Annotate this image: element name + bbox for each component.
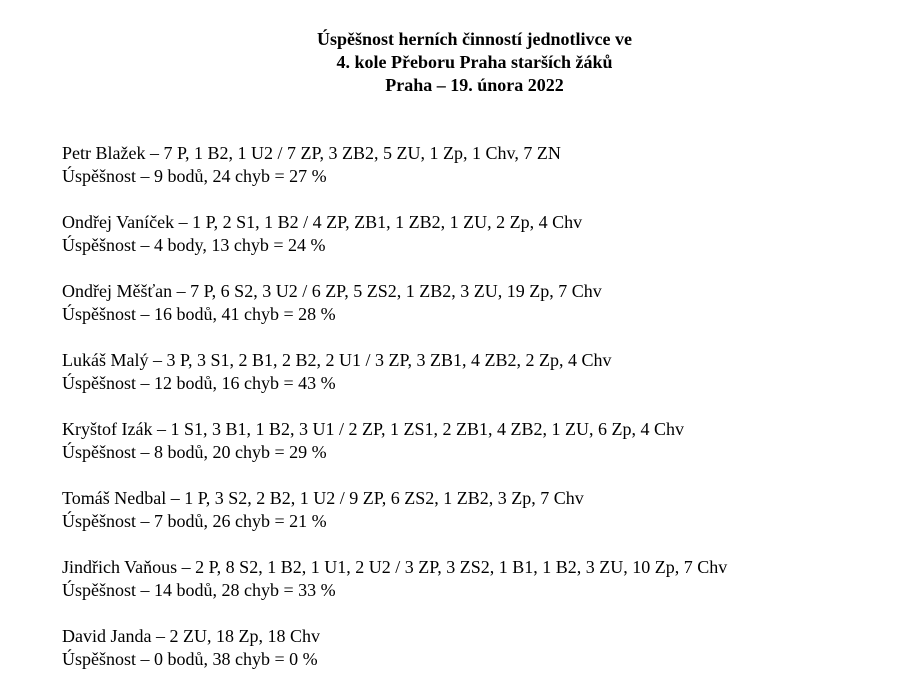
player-entry xyxy=(62,142,909,188)
player-success: Úspěšnost – 12 bodů, 16 chyb = 43 % xyxy=(62,373,336,393)
player-stats: Kryštof Izák – 1 S1, 3 B1, 1 B2, 3 U1 / 2 ZP, 1 ZS1, 2 ZB1, 4 ZB2, 1 ZU, 6 Zp, 4 Chv xyxy=(62,419,685,439)
header-title-line-1: Úspěšnost herních činností jednotlivce ve xyxy=(317,29,632,49)
player-stats: Petr Blažek – 7 P, 1 B2, 1 U2 / 7 ZP, 3 ZB2, 5 ZU, 1 Zp, 1 Chv, 7 ZN xyxy=(62,143,561,163)
player-success: Úspěšnost – 8 bodů, 20 chyb = 29 % xyxy=(62,442,327,462)
player-stats: Jindřich Vaňous – 2 P, 8 S2, 1 B2, 1 U1, 2 U2 / 3 ZP, 3 ZS2, 1 B1, 1 B2, 3 ZU, 10 Zp, 7 Chv xyxy=(62,557,728,577)
player-success: Úspěšnost – 9 bodů, 24 chyb = 27 % xyxy=(62,166,327,186)
player-stats: Ondřej Vaníček – 1 P, 2 S1, 1 B2 / 4 ZP, ZB1, 1 ZB2, 1 ZU, 2 Zp, 4 Chv xyxy=(62,212,583,232)
player-list xyxy=(62,142,909,694)
player-stats: Lukáš Malý – 3 P, 3 S1, 2 B1, 2 B2, 2 U1 / 3 ZP, 3 ZB1, 4 ZB2, 2 Zp, 4 Chv xyxy=(62,350,612,370)
player-stats: Tomáš Nedbal – 1 P, 3 S2, 2 B2, 1 U2 / 9 ZP, 6 ZS2, 1 ZB2, 3 Zp, 7 Chv xyxy=(62,488,584,508)
player-entry xyxy=(62,211,909,257)
player-entry xyxy=(62,556,909,602)
player-success: Úspěšnost – 14 bodů, 28 chyb = 33 % xyxy=(62,580,336,600)
player-entry xyxy=(62,625,909,671)
header-title-line-2: 4. kole Přeboru Praha starších žáků xyxy=(336,52,613,72)
player-success: Úspěšnost – 4 body, 13 chyb = 24 % xyxy=(62,235,326,255)
player-success: Úspěšnost – 16 bodů, 41 chyb = 28 % xyxy=(62,304,336,324)
player-stats: Ondřej Měšťan – 7 P, 6 S2, 3 U2 / 6 ZP, 5 ZS2, 1 ZB2, 3 ZU, 19 Zp, 7 Chv xyxy=(62,281,602,301)
document-header xyxy=(0,28,919,97)
player-entry xyxy=(62,418,909,464)
player-success: Úspěšnost – 7 bodů, 26 chyb = 21 % xyxy=(62,511,327,531)
player-entry xyxy=(62,487,909,533)
player-stats: David Janda – 2 ZU, 18 Zp, 18 Chv xyxy=(62,626,320,646)
player-entry xyxy=(62,280,909,326)
player-success: Úspěšnost – 0 bodů, 38 chyb = 0 % xyxy=(62,649,318,669)
player-entry xyxy=(62,349,909,395)
header-title-line-3: Praha – 19. února 2022 xyxy=(385,75,564,95)
